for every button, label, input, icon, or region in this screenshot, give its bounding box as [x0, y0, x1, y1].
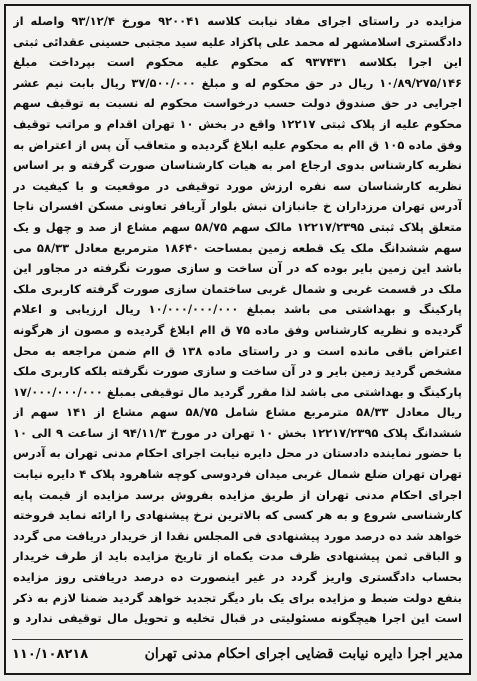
notice-body-text: مزایده در راستای اجرای مفاد نیابت کلاسه ۹۲۰۰۴۱ مورخ ۹۳/۱۲/۴ واصله از دادگستری اسلامشهر له محمد علی پاکزاد علیه سید مجتبی حسینی عقدائی ثبتی این اجرا بکلاسه ۹۳۷۴۳۱ که محکوم علیه محکوم است بپرداخت مبلغ ۱۰/۸۹/۲۷۵/۱۴۶ ریال در حق محکوم له و مبلغ ۳۷/۵۰۰/۰۰۰ ریال بابت نیم عشر اجرایی در حق صندوق دولت حسب درخواست محکوم له نسبت به توقیف سهم محکوم علیه از پلاک ثبتی ۱۲۲۱۷ واقع در بخش ۱۰ تهران اقدام و مراتب توقیف وفق ماده ۱۰۵ ق اام به محکوم علیه ابلاغ گردیده و متعاقب آن پس از اعتراض به نظریه کارشناس بدوی ارجاع امر به هیات کارشناسان صورت گرفته و بر اساس نظریه کارشناسان سه نفره ارزش مورد توقیفی در موقعیت و با کیفیت در آدرس تهران مرزداران خ جانبازان نبش بلوار آریافر تعاونی مسکن افسران ناجا متعلق پلاک ثبتی ۱۲۲۱۷/۲۳۹۵ مالک سهم ۵۸/۷۵ سهم مشاع از صد و چهل و یک سهم ششدانگ ملک یک قطعه زمین بمساحت ۱۸۶۴۰ مترمربع معادل ۵۸/۳۳ می باشد این زمین بایر بوده که در آن ساخت و سازی صورت نگرفته در مجاور این ملک در قسمت غربی و شمال غربی ساختمان سازی صورت گرفته کاربری ملک پارکینگ و بهداشتی می باشد بمبلغ ۱۰/۰۰۰/۰۰۰/۰۰۰ ریال ارزیابی و اعلام گردیده و نظریه کارشناس وفق ماده ۷۵ ق اام ابلاغ گردیده و مصون از هرگونه اعتراض باقی مانده است و در راستای ماده ۱۳۸ ق اام ضمن مراجعه به محل مشخص گردید زمین بایر و در آن ساخت و سازی صورت نگرفته بلکه کاربری ملک پارکینگ و بهداشتی می باشد لذا مقرر گردید مال توقیفی بمبلغ ۱۷/۰۰۰/۰۰۰/۰۰۰ ریال معادل ۵۸/۳۳ مترمربع مشاع شامل ۵۸/۷۵ سهم مشاع از ۱۴۱ سهم از ششدانگ پلاک ۱۲۲۱۷/۲۳۹۵ بخش ۱۰ تهران در مورخ ۹۴/۱۱/۳ از ساعت ۹ الی ۱۰ با حضور نماینده دادستان در محل دایره نیابت اجرای احکام مدنی تهران به آدرس تهران تهران ضلع شمال غربی میدان فردوسی کوچه شاهرود پلاک ۴ دایره نیابت اجرای احکام مدنی تهران از طریق مزایده بفروش برسد مزایده از قیمت پایه کارشناسی شروع و به هر کسی که بالاترین نرخ پیشنهادی را ارائه نماید فروخته خواهد شد ده درصد مورد پیشنهادی فی المجلس نقدا از خریدار دریافت می گردد و الباقی ثمن پیشنهادی ظرف مدت یکماه از تاریخ مزایده باید از طرف خریدار بحساب دادگستری واریز گردد در غیر اینصورت ده درصد دریافتی روز مزایده بنفع دولت ضبط و مزایده برای یک بار دیگر تجدید خواهد گردید ضمنا لازم به ذکر است این اجرا هیچگونه مسئولیتی در قبال تخلیه و تحویل مال توقیفی ندارد و — [13, 14, 462, 626]
notice-footer — [12, 639, 463, 668]
auction-notice — [4, 4, 471, 675]
notice-reference-code: ۱۱۰/۱۰۸۲۱۸ — [12, 646, 89, 662]
notice-signature: مدیر اجرا دایره نیابت قضایی اجرای احکام مدنی تهران — [144, 646, 463, 662]
